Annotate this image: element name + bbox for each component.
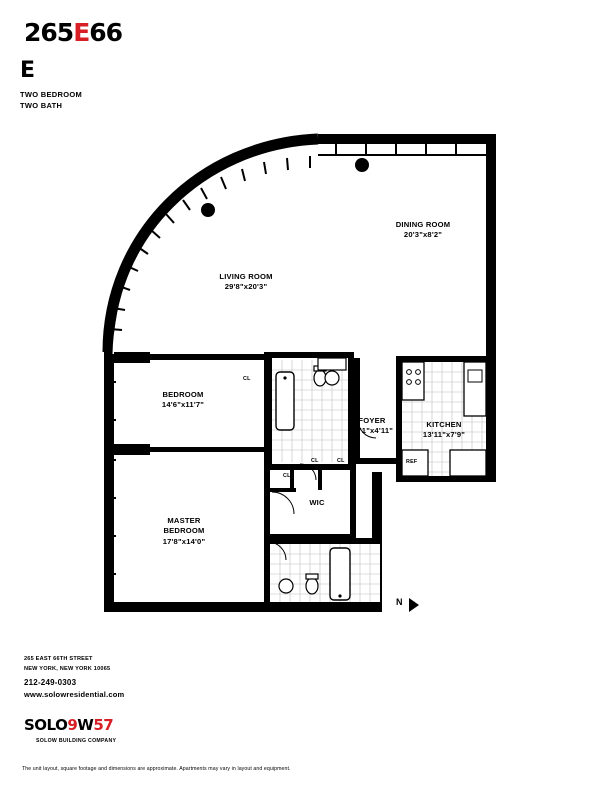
phone-number[interactable]: 212-249-0303 xyxy=(24,678,77,687)
dining-room-dims: 20'3"x8'2" xyxy=(403,230,443,240)
logo-subtitle: SOLOW BUILDING COMPANY xyxy=(36,738,117,744)
address-line-1: 265 EAST 66TH STREET xyxy=(24,656,93,662)
master-bedroom-name-line2: BEDROOM xyxy=(163,526,205,536)
address-line-2: NEW YORK, NEW YORK 10065 xyxy=(24,665,111,672)
unit-description xyxy=(20,90,82,112)
bedroom-dims: 14'6"x11'7" xyxy=(161,400,205,410)
brand-number-prefix: 265 xyxy=(24,18,74,47)
closet-label-3: CL xyxy=(283,473,291,479)
closet-bath-area xyxy=(318,358,346,370)
master-bedroom-name-line1: MASTER xyxy=(167,516,201,525)
bathroom-1-tile xyxy=(272,360,348,462)
unit-baths-label: TWO BATH xyxy=(20,100,63,110)
brand-number-suffix: 66 xyxy=(89,18,123,47)
building-address xyxy=(24,655,110,674)
dining-room-name: DINING ROOM xyxy=(395,220,451,229)
website-link[interactable]: www.solowresidential.com xyxy=(24,690,125,699)
bedroom-name: BEDROOM xyxy=(162,390,204,399)
closet-label-2: CL xyxy=(333,353,341,359)
room-label-kitchen xyxy=(392,420,496,441)
floorplan-drawing xyxy=(0,120,612,630)
logo-text-57: 57 xyxy=(93,716,114,734)
bathroom-2-tile xyxy=(270,544,380,602)
kitchen-name: KITCHEN xyxy=(426,420,462,429)
disclaimer-text: The unit layout, square footage and dimensions are approximate. Apartments may vary in layout and equipment. xyxy=(22,766,291,772)
floorplan-svg xyxy=(0,120,612,630)
wic-name: WIC xyxy=(309,498,325,507)
logo-text-w: W xyxy=(77,716,94,734)
room-label-living xyxy=(180,272,312,293)
room-label-dining xyxy=(360,220,486,241)
room-label-wic xyxy=(296,498,338,508)
unit-letter: E xyxy=(20,58,36,83)
closet-label-1: CL xyxy=(243,376,251,382)
building-brand xyxy=(24,20,122,45)
master-bedroom-dims: 17'8"x14'0" xyxy=(162,536,206,546)
north-label: N xyxy=(396,597,403,607)
logo-text-solo: SOLO xyxy=(24,716,68,734)
living-room-dims: 29'8"x20'3" xyxy=(224,282,268,292)
brand-letter: E xyxy=(73,18,90,47)
room-label-bedroom xyxy=(118,390,248,411)
foyer-name: FOYER xyxy=(358,416,386,425)
room-label-master xyxy=(122,516,246,547)
north-arrow xyxy=(409,598,419,612)
kitchen-dims: 13'11"x7'9" xyxy=(422,430,466,440)
unit-bedrooms-label: TWO BEDROOM xyxy=(20,90,83,99)
living-room-name: LIVING ROOM xyxy=(219,272,273,281)
refrigerator-label: REF xyxy=(406,459,418,465)
solow-logo xyxy=(24,718,113,733)
closet-label-4: CL xyxy=(311,458,319,464)
closet-label-5: CL xyxy=(337,458,345,464)
logo-text-9: 9 xyxy=(67,716,78,734)
foyer-dims: 14'1"x4'11" xyxy=(350,426,394,436)
